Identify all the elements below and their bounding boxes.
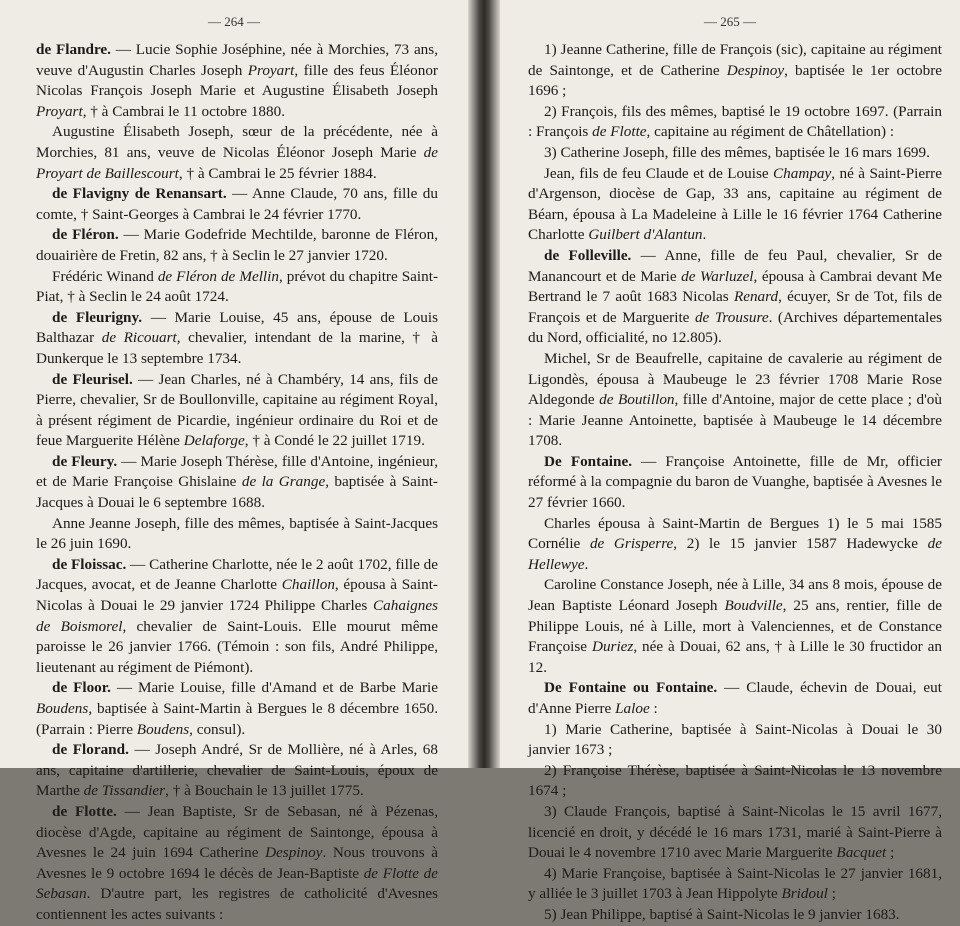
- entry-surname: de Fleurigny.: [52, 308, 143, 326]
- right-page-number: — 265 —: [704, 14, 756, 29]
- entry-paragraph: [36, 225, 438, 266]
- entry-text: , 25 ans, rentier, fille de Philippe Louis, né à Lille, mort à Valenciennes, et de Constance Françoise: [528, 597, 943, 656]
- entry-paragraph: [36, 122, 438, 184]
- entry-text: , chevalier de Saint-Louis. Elle mourut même paroisse le 26 janvier 1766. (Témoin : son fils, André Philippe, lieutenant au régiment de Piémont).: [36, 617, 438, 676]
- entry-text: Jean, fils de feu Claude et de Louise: [544, 164, 774, 182]
- italic-name: Boudens: [36, 700, 89, 717]
- entry-text: .: [584, 555, 589, 573]
- entry-surname: de Fléron.: [52, 226, 119, 244]
- entry-paragraph: [528, 678, 942, 719]
- entry-text: — Catherine Charlotte, née le 2 août 1702, fille de Jacques, avocat, et de Jeanne Charlotte: [36, 555, 438, 594]
- italic-name: Delaforge: [183, 432, 245, 450]
- entry-surname: de Floor.: [52, 679, 111, 697]
- entry-text: 2) Françoise Thérèse, baptisée à Saint-Nicolas le 13 novembre 1674 ;: [528, 761, 942, 800]
- entry-paragraph: [36, 40, 438, 122]
- entry-text: , † à Cambrai le 11 octobre 1880.: [82, 102, 285, 120]
- entry-text: Caroline Constance Joseph, née à Lille, 34 ans 8 mois, épouse de Jean Baptiste Léonard Joseph: [528, 576, 942, 615]
- entry-text: — Jean Baptiste, Sr de Sebasan, né à Pézenas, diocèse d'Agde, capitaine au régiment de Saintonge, épousa à Avesnes le 24 juin 1694 Catherine: [36, 802, 438, 862]
- entry-text: 4) Marie Françoise, baptisée à Saint-Nicolas le 27 janvier 1681, y alliée le 3 juillet 1703 à Jean Hippolyte: [528, 864, 942, 903]
- entry-paragraph: [528, 864, 942, 905]
- entry-paragraph: [36, 678, 438, 740]
- entry-text: , 2) le 15 janvier 1587 Hadewycke: [673, 535, 928, 553]
- entry-surname: de Fleury.: [52, 452, 118, 470]
- entry-text: , baptisée à Saint-Jacques à Douai le 6 septembre 1688.: [36, 473, 438, 512]
- entry-text: Charles épousa à Saint-Martin de Bergues 1) le 5 mai 1585 Cornélie: [528, 514, 942, 553]
- entry-paragraph: [36, 308, 438, 370]
- entry-paragraph: [528, 514, 942, 576]
- italic-name: Duriez: [591, 638, 634, 656]
- entry-text: — Françoise Antoinette, fille de Mr, officier réformé à la compagnie du baron de Vuanghe, baptisée à Avesnes le 27 février 1660.: [528, 452, 942, 512]
- entry-paragraph: [36, 184, 438, 225]
- italic-name: Bridoul: [781, 885, 828, 903]
- entry-text: — Lucie Sophie Joséphine, née à Morchies, 73 ans, veuve d'Augustin Charles Joseph: [36, 41, 438, 79]
- entry-surname: de Folleville.: [544, 246, 632, 264]
- entry-text: , † à Bouchain le 13 juillet 1775.: [165, 782, 364, 800]
- entry-text: 1) Jeanne Catherine, fille de François (sic), capitaine au régiment de Saintonge, et de Catherine: [528, 41, 942, 79]
- entry-paragraph: [528, 802, 942, 864]
- entry-text: , baptisée à Saint-Martin à Bergues le 8 décembre 1650. (Parrain : Pierre: [36, 700, 438, 738]
- entry-text: Anne Jeanne Joseph, fille des mêmes, baptisée à Saint-Jacques le 26 juin 1690.: [36, 514, 438, 553]
- entry-paragraph: [36, 740, 438, 802]
- entry-text: — Marie Louise, 45 ans, épouse de Louis Balthazar: [36, 308, 438, 347]
- entry-paragraph: [36, 555, 438, 679]
- entry-text: , écuyer, Sr de Tot, fils de François et de Marguerite: [528, 288, 942, 326]
- italic-name: de Warluzel: [681, 267, 754, 285]
- entry-text: , prévot du chapitre Saint-Piat, † à Seclin le 24 août 1724.: [36, 267, 438, 306]
- entry-text: , née à Douai, 62 ans, † à Lille le 30 fructidor an 12.: [528, 638, 943, 676]
- italic-name: Guilbert d'Alantun: [588, 226, 703, 244]
- book-gutter: [468, 0, 500, 768]
- italic-name: de Tissandier: [83, 782, 166, 800]
- entry-paragraph: [36, 802, 438, 926]
- entry-text: . D'autre part, les registres de catholicité d'Avesnes contiennent les actes suivants :: [36, 885, 438, 923]
- left-page-text: [36, 40, 438, 926]
- italic-name: de Hellewye: [528, 535, 942, 573]
- italic-name: Proyart: [247, 61, 295, 79]
- entry-text: :: [649, 700, 658, 717]
- entry-paragraph: [36, 370, 438, 452]
- italic-name: de Proyart de Baillescourt: [36, 143, 438, 182]
- entry-text: . (Archives départementales du Nord, officialité, no 12.805).: [528, 308, 942, 347]
- left-page: [0, 0, 468, 923]
- entry-text: . Nous trouvons à Avesnes le 9 octobre 1694 le décès de Jean-Baptiste: [36, 844, 438, 882]
- entry-text: , fille des feus Éléonor Nicolas François Joseph Marie et Augustine Élisabeth Joseph: [36, 61, 438, 100]
- italic-name: Cahaignes de Boismorel: [36, 597, 438, 635]
- entry-text: — Marie Louise, fille d'Amand et de Barbe Marie: [110, 679, 439, 697]
- entry-paragraph: [528, 102, 942, 143]
- entry-text: — Anne Claude, 70 ans, fille du comte, † Saint-Georges à Cambrai le 24 février 1770.: [36, 185, 438, 223]
- italic-name: de Boutillon: [599, 391, 675, 409]
- entry-text: .: [702, 226, 707, 244]
- entry-text: ;: [886, 844, 895, 862]
- right-page-text: [528, 40, 942, 926]
- entry-text: — Claude, échevin de Douai, eut d'Anne Pierre: [528, 679, 942, 717]
- entry-text: , † à Cambrai le 25 février 1884.: [178, 164, 377, 182]
- entry-text: Augustine Élisabeth Joseph, sœur de la précédente, née à Morchies, 81 ans, veuve de Nicolas Éléonor Joseph Marie: [36, 123, 438, 161]
- entry-text: , consul).: [189, 720, 246, 738]
- entry-paragraph: [528, 720, 942, 761]
- entry-text: 1) Marie Catherine, baptisée à Saint-Nicolas à Douai le 30 janvier 1673 ;: [528, 720, 942, 759]
- entry-text: , † à Condé le 22 juillet 1719.: [244, 432, 425, 450]
- entry-text: — Joseph André, Sr de Mollière, né à Arles, 68 ans, capitaine d'artillerie, chevalier de Saint-Louis, époux de Marthe: [36, 741, 438, 800]
- entry-text: , fille d'Antoine, major de cette place ; d'où : Marie Jeanne Antoinette, baptisée à Maubeuge le 14 décembre 1708.: [528, 391, 942, 450]
- entry-paragraph: [528, 143, 942, 164]
- entry-text: , épousa à Saint-Nicolas à Douai le 29 janvier 1724 Philippe Charles: [36, 576, 438, 615]
- italic-name: Despinoy: [726, 61, 785, 79]
- italic-name: de Grisperre: [589, 535, 674, 553]
- entry-text: — Anne, fille de feu Paul, chevalier, Sr de Manancourt et de Marie: [528, 246, 942, 285]
- entry-surname: de Florand.: [52, 741, 129, 759]
- right-page: [500, 0, 960, 923]
- italic-name: de la Grange: [241, 473, 326, 491]
- entry-paragraph: [36, 452, 438, 514]
- entry-surname: de Flotte.: [52, 802, 117, 820]
- entry-text: , chevalier, intendant de la marine, † à Dunkerque le 13 septembre 1734.: [36, 329, 439, 367]
- italic-name: Champay: [773, 164, 832, 182]
- entry-paragraph: [528, 246, 942, 349]
- entry-text: , né à Saint-Pierre d'Argenson, diocèse de Gap, 33 ans, capitaine au régiment de Béarn, épousa à La Madeleine à Lille le 16 février 1764 Catherine Charlotte: [528, 164, 942, 244]
- entry-surname: De Fontaine ou Fontaine.: [544, 679, 718, 697]
- italic-name: de Flotte de Sebasan: [36, 864, 438, 903]
- italic-name: Renard: [733, 288, 779, 306]
- entry-surname: de Fleurisel.: [52, 370, 133, 388]
- italic-name: Boudville: [724, 597, 783, 615]
- entry-paragraph: [36, 267, 438, 308]
- italic-name: Despinoy: [265, 844, 323, 862]
- entry-text: — Marie Godefride Mechtilde, baronne de Fléron, douairière de Fretin, 82 ans, † à Seclin le 27 janvier 1720.: [36, 226, 439, 264]
- entry-text: Michel, Sr de Beaufrelle, capitaine de cavalerie au régiment de Ligondès, épousa à Maubeuge le 23 février 1708 Marie Rose Aldegonde: [528, 349, 942, 409]
- entry-paragraph: [36, 514, 438, 555]
- italic-name: de Fléron de Mellin: [157, 267, 279, 285]
- entry-paragraph: [528, 452, 942, 514]
- entry-text: 3) Catherine Joseph, fille des mêmes, baptisée le 16 mars 1699.: [544, 143, 930, 161]
- entry-text: 5) Jean Philippe, baptisé à Saint-Nicolas le 9 janvier 1683.: [544, 905, 900, 923]
- entry-paragraph: [528, 349, 942, 452]
- entry-text: — Marie Joseph Thérèse, fille d'Antoine, ingénieur, et de Marie Françoise Ghislaine: [36, 452, 438, 491]
- entry-paragraph: [528, 761, 942, 802]
- entry-text: , épousa à Cambrai devant Me Bertrand le 7 août 1683 Nicolas: [528, 267, 943, 306]
- italic-name: Boudens: [136, 720, 190, 738]
- italic-name: Bacquet: [836, 844, 887, 862]
- entry-text: , baptisée le 1er octobre 1696 ;: [528, 61, 942, 100]
- entry-text: ;: [827, 885, 836, 903]
- entry-text: — Jean Charles, né à Chambéry, 14 ans, fils de Pierre, chevalier, Sr de Boullonville, capitaine au régiment Royal, à présent régiment de Picardie, ingénieur ordinaire du Roi et de feue Marguerite Hélène: [36, 370, 439, 450]
- entry-surname: De Fontaine.: [544, 452, 632, 470]
- entry-text: 3) Claude François, baptisé à Saint-Nicolas le 15 avril 1677, licencié en droit, y décédé le 16 mars 1731, marié à Saint-Pierre à Douai le 4 novembre 1710 avec Marie Marguerite: [528, 802, 942, 862]
- italic-name: de Trousure: [694, 308, 769, 326]
- left-page-number: — 264 —: [208, 14, 260, 29]
- entry-text: , capitaine au régiment de Châtellation) :: [646, 123, 895, 141]
- entry-text: 2) François, fils des mêmes, baptisé le 19 octobre 1697. (Parrain : François: [528, 102, 942, 141]
- italic-name: de Flotte: [592, 123, 647, 141]
- italic-name: Chaillon: [281, 576, 335, 594]
- entry-paragraph: [528, 40, 942, 102]
- entry-surname: de Flavigny de Renansart.: [52, 185, 227, 203]
- entry-paragraph: [528, 905, 942, 926]
- entry-text: Frédéric Winand: [52, 267, 158, 285]
- italic-name: de Ricouart: [101, 329, 177, 347]
- italic-name: Proyart: [36, 102, 83, 120]
- entry-surname: de Flandre.: [36, 41, 111, 58]
- entry-paragraph: [528, 575, 942, 678]
- entry-paragraph: [528, 164, 942, 246]
- entry-surname: de Floissac.: [52, 555, 127, 573]
- italic-name: Laloe: [615, 700, 650, 717]
